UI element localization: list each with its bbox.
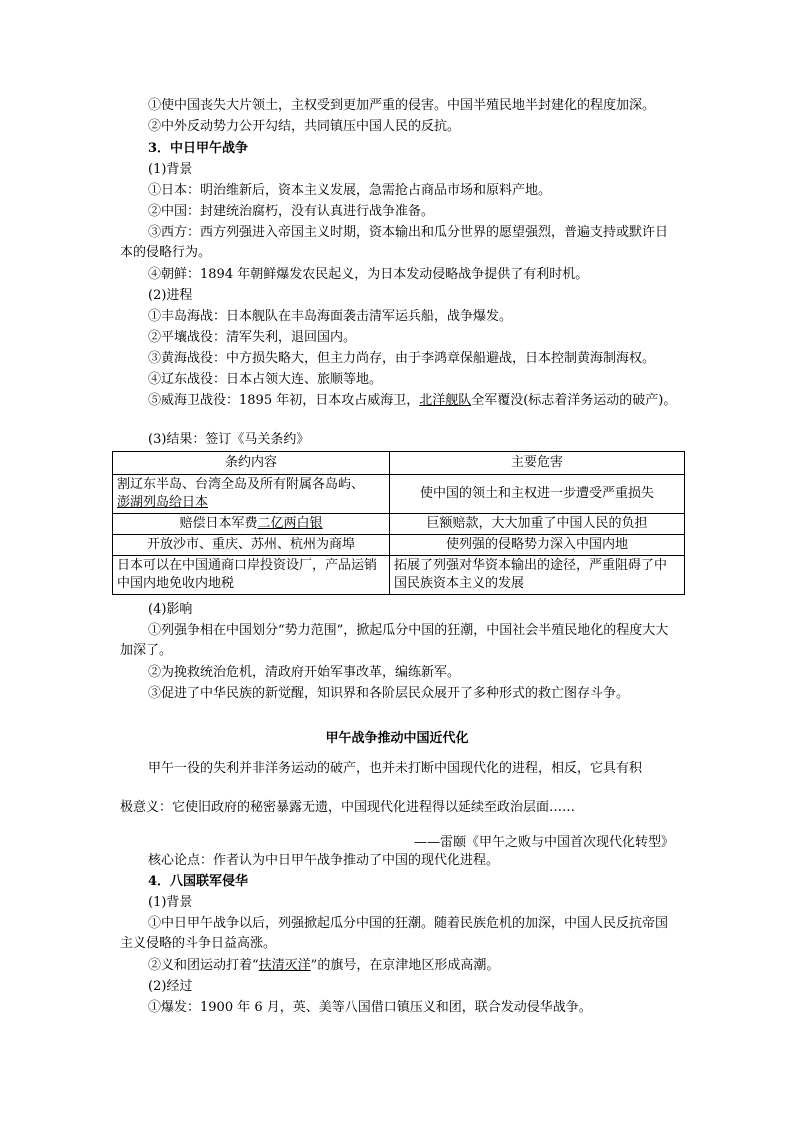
s4-process-item-1: ①爆发：1900 年 6 月，英、美等八国借口镇压义和团，联合发动侵华战争。 (148, 1000, 592, 1015)
s4-background-heading: (1)背景 (148, 895, 193, 910)
table-header-harm: 主要危害 (390, 452, 685, 475)
section-title-eight-nation: 4．八国联军侵华 (148, 874, 249, 889)
table-row (113, 514, 685, 535)
process-item-4: ④辽东战役：日本占领大连、旅顺等地。 (148, 372, 383, 387)
background-heading: (1)背景 (148, 162, 193, 177)
result-heading: (3)结果：签订《马关条约》 (148, 432, 310, 447)
s4-background-item-1: ①中日甲午战争以后，列强掀起瓜分中国的狂潮。随着民族危机的加深，中国人民反抗帝国主义侵略的斗争日益高涨。 (120, 916, 669, 951)
treaty-table (112, 451, 685, 595)
background-item-4: ④朝鲜：1894 年朝鲜爆发农民起义，为日本发动侵略战争提供了有利时机。 (148, 267, 589, 282)
slogan-term: 扶清灭洋 (258, 958, 311, 973)
influence-item-2: ②为挽救统治危机，清政府开始军事改革，编练新军。 (148, 665, 461, 680)
table-row (113, 475, 685, 514)
influence-item-1: ①列强争相在中国划分“势力范围”，掀起瓜分中国的狂潮，中国社会半殖民地化的程度大大加深了。 (120, 623, 669, 658)
process-item-3: ③黄海战役：中方损失略大，但主力尚存，由于李鸿章保船避战，日本控制黄海制海权。 (148, 351, 656, 366)
table-cell-harm: 巨额赔款，大大加重了中国人民的负担 (390, 514, 685, 535)
table-cell-harm: 拓展了列强对华资本输出的途径，严重阻碍了中国民族资本主义的发展 (390, 556, 685, 595)
quote-line-2: 极意义：它使旧政府的秘密暴露无遗，中国现代化进程得以延续至政治层面…… (120, 800, 576, 815)
influence-item-3: ③促进了中华民族的新觉醒，知识界和各阶层民众展开了多种形式的救亡图存斗争。 (148, 686, 630, 701)
box-title: 甲午战争推动中国近代化 (325, 731, 469, 746)
consequence-item-2: ②中外反动势力公开勾结，共同镇压中国人民的反抗。 (148, 119, 461, 134)
table-cell-harm: 使中国的领土和主权进一步遭受严重损失 (390, 475, 685, 514)
table-header-row (113, 452, 685, 475)
quote-source: ——雷颐《甲午之败与中国首次现代化转型》 (413, 835, 674, 850)
s4-background-item-2: ②义和团运动打着“扶清灭洋”的旗号，在京津地区形成高潮。 (148, 958, 500, 973)
process-item-1: ①丰岛海战：日本舰队在丰岛海面袭击清军运兵船，战争爆发。 (148, 309, 513, 324)
background-item-3: ③西方：西方列强进入帝国主义时期，资本输出和瓜分世界的愿望强烈，普遍支持或默许日本的侵略行为。 (120, 225, 669, 260)
table-cell-content: 割辽东半岛、台湾全岛及所有附属各岛屿、 澎湖列岛给日本 (113, 475, 390, 514)
table-row (113, 556, 685, 595)
table-cell-content: 赔偿日本军费二亿两白银 (113, 514, 390, 535)
process-item-2: ②平壤战役：清军失利，退回国内。 (148, 330, 357, 345)
table-cell-content: 日本可以在中国通商口岸投资设厂，产品运销中国内地免收内地税 (113, 556, 390, 595)
background-item-2: ②中国：封建统治腐朽，没有认真进行战争准备。 (148, 204, 435, 219)
process-heading: (2)进程 (148, 288, 193, 303)
process-item-5: ⑤威海卫战役：1895 年初，日本攻占威海卫，北洋舰队全军覆没(标志着洋务运动的破产)。 (148, 393, 677, 408)
table-row (113, 535, 685, 556)
table-cell-harm: 使列强的侵略势力深入中国内地 (390, 535, 685, 556)
table-cell-content: 开放沙市、重庆、苏州、杭州为商埠 (113, 535, 390, 556)
background-item-1: ①日本：明治维新后，资本主义发展，急需抢占商品市场和原料产地。 (148, 183, 552, 198)
s4-process-heading: (2)经过 (148, 979, 193, 994)
beiyang-fleet-term: 北洋舰队 (419, 393, 472, 408)
influence-heading: (4)影响 (148, 602, 193, 617)
quote-line-1: 甲午一役的失利并非洋务运动的破产，也并未打断中国现代化的进程，相反，它具有积 (148, 761, 643, 776)
table-header-content: 条约内容 (113, 452, 390, 475)
consequence-item-1: ①使中国丧失大片领土，主权受到更加严重的侵害。中国半殖民地半封建化的程度加深。 (148, 98, 656, 113)
section-title-sino-japanese-war: 3．中日甲午战争 (148, 141, 249, 156)
core-argument: 核心论点：作者认为中日甲午战争推动了中国的现代化进程。 (148, 853, 500, 868)
